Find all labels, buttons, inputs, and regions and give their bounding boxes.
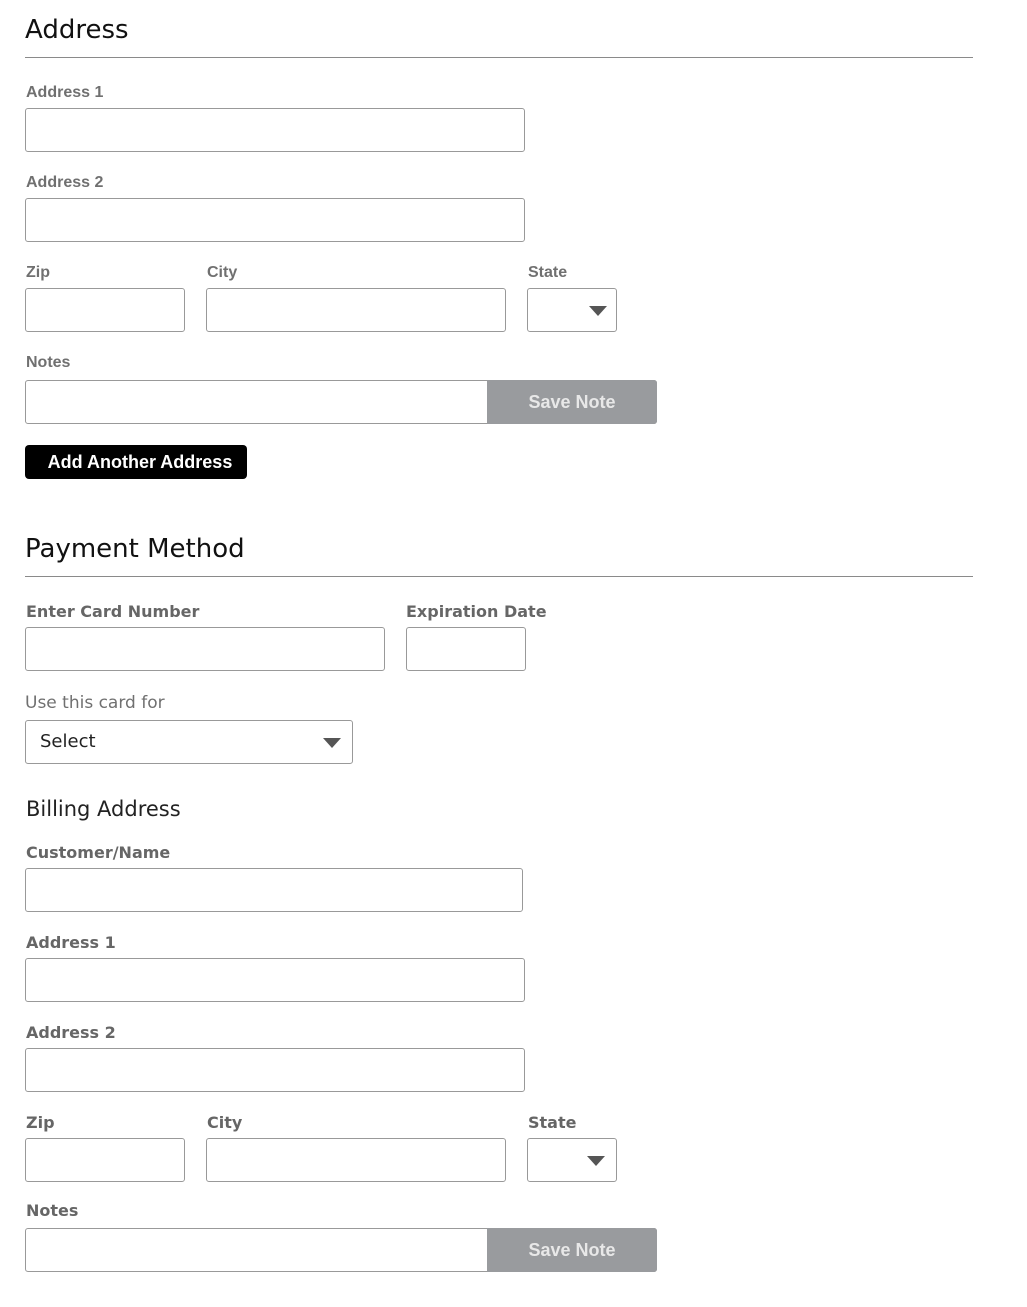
- chevron-down-icon: [587, 1156, 605, 1166]
- billing-notes-label: Notes: [26, 1201, 79, 1220]
- payment-divider: [25, 576, 973, 577]
- state-label: State: [528, 264, 568, 281]
- address-section-title: Address: [25, 15, 129, 45]
- address1-input[interactable]: [25, 108, 525, 152]
- billing-zip-label: Zip: [26, 1113, 55, 1132]
- use-card-select[interactable]: [25, 720, 353, 764]
- use-card-value: Select: [40, 731, 96, 752]
- billing-zip-input[interactable]: [25, 1138, 185, 1182]
- chevron-down-icon: [323, 738, 341, 748]
- payment-section-title: Payment Method: [25, 534, 245, 564]
- notes-input[interactable]: [26, 381, 488, 423]
- customer-name-input[interactable]: [25, 868, 523, 912]
- billing-state-select[interactable]: [527, 1138, 617, 1182]
- city-input[interactable]: [206, 288, 506, 332]
- address-divider: [25, 57, 973, 58]
- billing-city-input[interactable]: [206, 1138, 506, 1182]
- add-another-address-button[interactable]: Add Another Address: [25, 445, 247, 479]
- use-card-label: Use this card for: [25, 693, 165, 713]
- notes-label: Notes: [26, 354, 71, 371]
- address2-label: Address 2: [26, 174, 104, 191]
- address1-label: Address 1: [26, 84, 104, 101]
- address2-input[interactable]: [25, 198, 525, 242]
- card-number-label: Enter Card Number: [26, 602, 200, 621]
- expiration-input[interactable]: [406, 627, 526, 671]
- customer-name-label: Customer/Name: [26, 843, 171, 862]
- card-number-input[interactable]: [25, 627, 385, 671]
- zip-input[interactable]: [25, 288, 185, 332]
- state-select[interactable]: [527, 288, 617, 332]
- billing-notes-input[interactable]: [26, 1229, 488, 1271]
- save-note-button[interactable]: Save Note: [487, 380, 657, 424]
- billing-address-title: Billing Address: [26, 797, 181, 821]
- billing-address2-label: Address 2: [26, 1023, 116, 1042]
- billing-state-label: State: [528, 1113, 577, 1132]
- billing-save-note-button[interactable]: Save Note: [487, 1228, 657, 1272]
- zip-label: Zip: [26, 264, 50, 281]
- chevron-down-icon: [589, 306, 607, 316]
- billing-address2-input[interactable]: [25, 1048, 525, 1092]
- billing-city-label: City: [207, 1113, 243, 1132]
- city-label: City: [207, 264, 238, 281]
- billing-address1-label: Address 1: [26, 933, 116, 952]
- billing-address1-input[interactable]: [25, 958, 525, 1002]
- expiration-label: Expiration Date: [406, 602, 547, 621]
